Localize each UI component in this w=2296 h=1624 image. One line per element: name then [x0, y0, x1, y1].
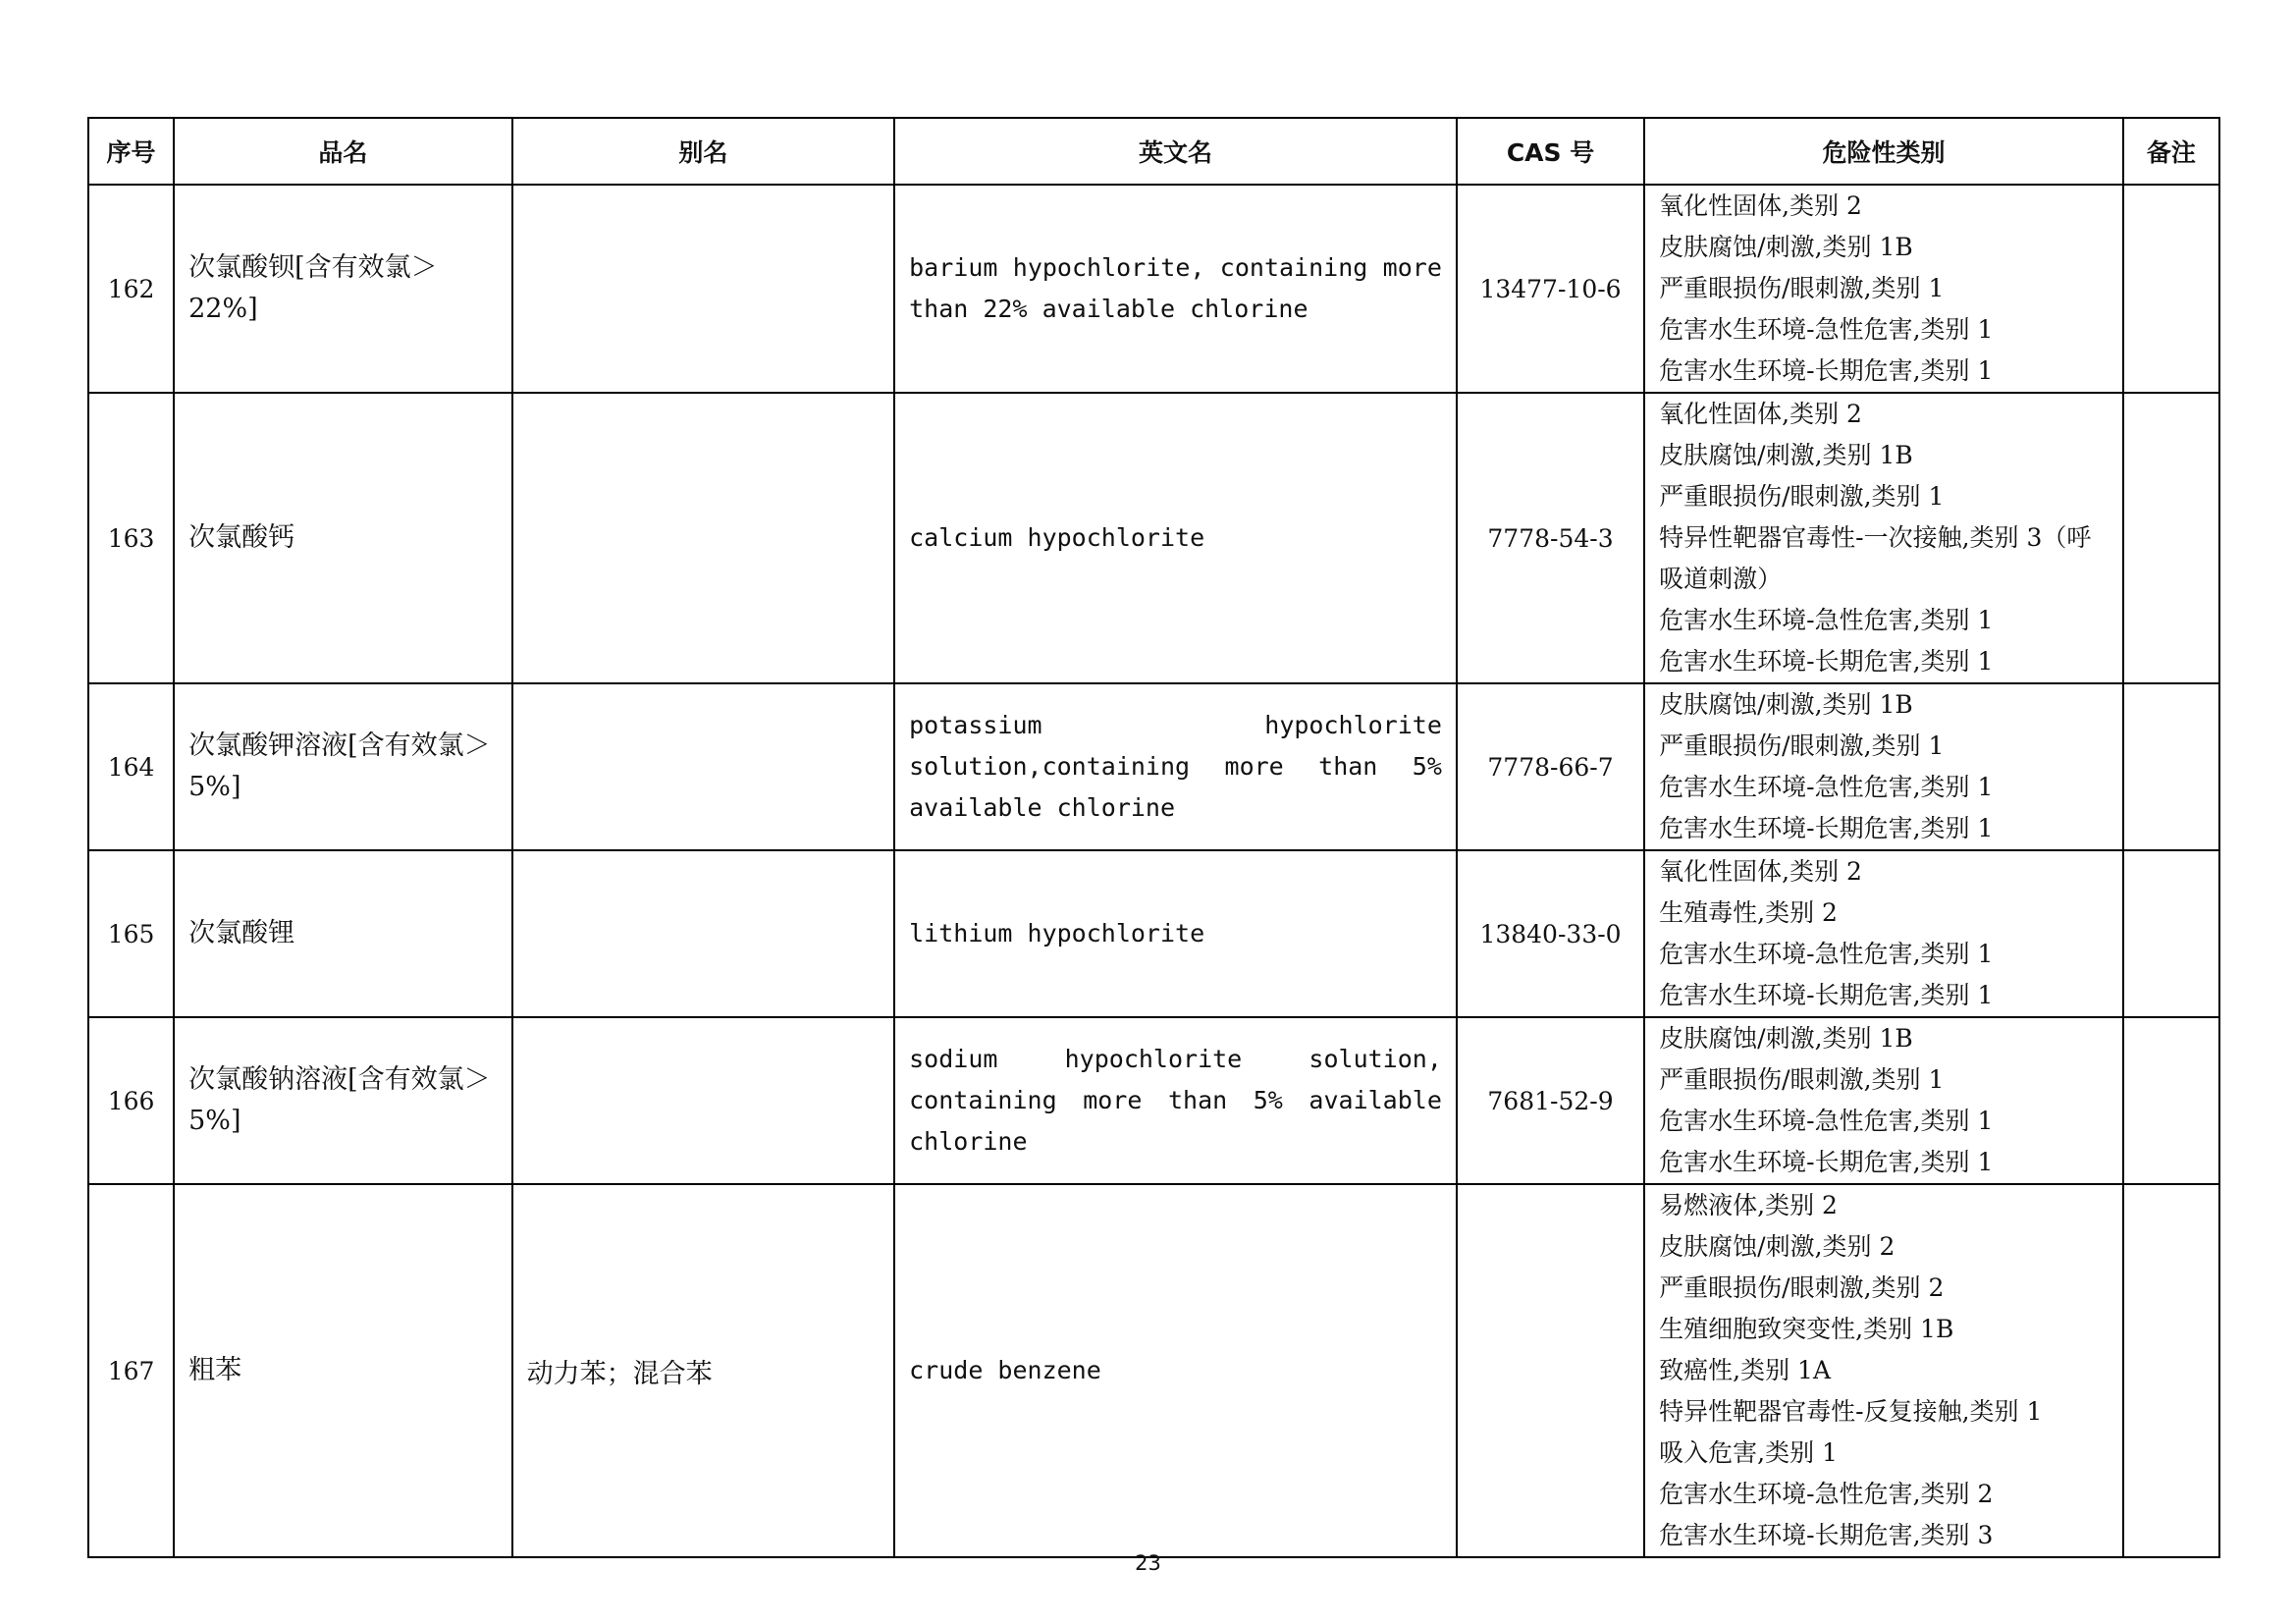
- hazard-line: 氧化性固体,类别 2: [1659, 400, 1862, 428]
- hazard-line: 严重眼损伤/眼刺激,类别 1: [1659, 1065, 1945, 1094]
- alias-cell: [512, 683, 895, 850]
- cas-number-cell: 7681-52-9: [1457, 1017, 1644, 1184]
- hazard-line: 吸入危害,类别 1: [1659, 1438, 1838, 1467]
- english-name-cell: barium hypochlorite, containing more than 22% available chlorine: [894, 185, 1457, 393]
- product-name-cell: 次氯酸锂: [174, 850, 511, 1017]
- remarks-cell: [2123, 850, 2219, 1017]
- english-name-cell: crude benzene: [894, 1184, 1457, 1557]
- hazard-line: 特异性靶器官毒性-一次接触,类别 3（呼吸道刺激）: [1659, 523, 2092, 593]
- hazard-line: 氧化性固体,类别 2: [1659, 191, 1862, 220]
- product-name-cell: 次氯酸钙: [174, 393, 511, 683]
- hazard-class-cell: [1644, 683, 2123, 850]
- serial-number-cell: 166: [88, 1017, 174, 1184]
- remarks-cell: [2123, 185, 2219, 393]
- hazard-line: 危害水生环境-急性危害,类别 1: [1659, 940, 1994, 968]
- serial-number-cell: 167: [88, 1184, 174, 1557]
- hazard-line: 危害水生环境-长期危害,类别 3: [1659, 1521, 1994, 1549]
- hazard-line: 严重眼损伤/眼刺激,类别 1: [1659, 482, 1945, 511]
- product-name-cell: 次氯酸钡[含有效氯＞22%]: [174, 185, 511, 393]
- alias-cell: 动力苯；混合苯: [512, 1184, 895, 1557]
- hazard-line: 皮肤腐蚀/刺激,类别 2: [1659, 1232, 1896, 1261]
- hazard-class-cell: [1644, 1017, 2123, 1184]
- product-name-cell: 次氯酸钾溶液[含有效氯＞5%]: [174, 683, 511, 850]
- hazard-line: 危害水生环境-长期危害,类别 1: [1659, 814, 1994, 842]
- header-remarks: 备注: [2123, 118, 2219, 185]
- table-row: [88, 850, 2219, 1017]
- english-name-cell: lithium hypochlorite: [894, 850, 1457, 1017]
- header-row: [88, 118, 2219, 185]
- hazard-line: 特异性靶器官毒性-反复接触,类别 1: [1659, 1397, 2043, 1426]
- serial-number-cell: 164: [88, 683, 174, 850]
- table-row: [88, 185, 2219, 393]
- remarks-cell: [2123, 683, 2219, 850]
- hazard-line: 易燃液体,类别 2: [1659, 1191, 1838, 1219]
- hazard-line: 严重眼损伤/眼刺激,类别 1: [1659, 274, 1945, 302]
- header-serial-number: 序号: [88, 118, 174, 185]
- remarks-cell: [2123, 393, 2219, 683]
- hazard-class-cell: [1644, 393, 2123, 683]
- hazardous-chemicals-table: [87, 117, 2220, 1558]
- alias-cell: [512, 850, 895, 1017]
- hazard-line: 危害水生环境-急性危害,类别 2: [1659, 1480, 1994, 1508]
- remarks-cell: [2123, 1017, 2219, 1184]
- cas-number-cell: 7778-66-7: [1457, 683, 1644, 850]
- hazard-class-cell: [1644, 185, 2123, 393]
- cas-number-cell: 13477-10-6: [1457, 185, 1644, 393]
- hazard-line: 严重眼损伤/眼刺激,类别 2: [1659, 1273, 1945, 1302]
- header-cas-number: CAS 号: [1457, 118, 1644, 185]
- hazard-line: 危害水生环境-急性危害,类别 1: [1659, 1107, 1994, 1135]
- hazard-line: 危害水生环境-急性危害,类别 1: [1659, 606, 1994, 634]
- hazard-line: 氧化性固体,类别 2: [1659, 857, 1862, 886]
- cas-number-cell: 13840-33-0: [1457, 850, 1644, 1017]
- product-name-cell: 粗苯: [174, 1184, 511, 1557]
- table-row: [88, 1017, 2219, 1184]
- hazard-line: 危害水生环境-长期危害,类别 1: [1659, 1148, 1994, 1176]
- english-name-cell: potassium hypochlorite solution,containing more than 5% available chlorine: [894, 683, 1457, 850]
- english-name-cell: sodium hypochlorite solution, containing more than 5% available chlorine: [894, 1017, 1457, 1184]
- hazard-line: 危害水生环境-长期危害,类别 1: [1659, 981, 1994, 1009]
- alias-cell: [512, 1017, 895, 1184]
- hazard-line: 生殖毒性,类别 2: [1659, 898, 1838, 927]
- header-english-name: 英文名: [894, 118, 1457, 185]
- alias-cell: [512, 393, 895, 683]
- table-row: [88, 1184, 2219, 1557]
- product-name-cell: 次氯酸钠溶液[含有效氯＞5%]: [174, 1017, 511, 1184]
- remarks-cell: [2123, 1184, 2219, 1557]
- table-row: [88, 393, 2219, 683]
- hazard-line: 严重眼损伤/眼刺激,类别 1: [1659, 731, 1945, 760]
- hazard-line: 致癌性,类别 1A: [1659, 1356, 1831, 1384]
- table-row: [88, 683, 2219, 850]
- hazard-line: 皮肤腐蚀/刺激,类别 1B: [1659, 233, 1913, 261]
- cas-number-cell: [1457, 1184, 1644, 1557]
- serial-number-cell: 162: [88, 185, 174, 393]
- header-hazard-class: 危险性类别: [1644, 118, 2123, 185]
- cas-number-cell: 7778-54-3: [1457, 393, 1644, 683]
- hazard-line: 危害水生环境-急性危害,类别 1: [1659, 315, 1994, 344]
- hazard-line: 危害水生环境-急性危害,类别 1: [1659, 773, 1994, 801]
- hazard-line: 皮肤腐蚀/刺激,类别 1B: [1659, 441, 1913, 469]
- hazard-class-cell: [1644, 850, 2123, 1017]
- serial-number-cell: 165: [88, 850, 174, 1017]
- hazard-line: 危害水生环境-长期危害,类别 1: [1659, 356, 1994, 385]
- hazard-line: 皮肤腐蚀/刺激,类别 1B: [1659, 690, 1913, 719]
- serial-number-cell: 163: [88, 393, 174, 683]
- english-name-cell: calcium hypochlorite: [894, 393, 1457, 683]
- hazard-line: 危害水生环境-长期危害,类别 1: [1659, 647, 1994, 676]
- header-alias: 别名: [512, 118, 895, 185]
- hazard-line: 生殖细胞致突变性,类别 1B: [1659, 1315, 1954, 1343]
- hazard-class-cell: [1644, 1184, 2123, 1557]
- hazard-line: 皮肤腐蚀/刺激,类别 1B: [1659, 1024, 1913, 1053]
- page-number: 23: [1135, 1551, 1161, 1575]
- alias-cell: [512, 185, 895, 393]
- header-product-name: 品名: [174, 118, 511, 185]
